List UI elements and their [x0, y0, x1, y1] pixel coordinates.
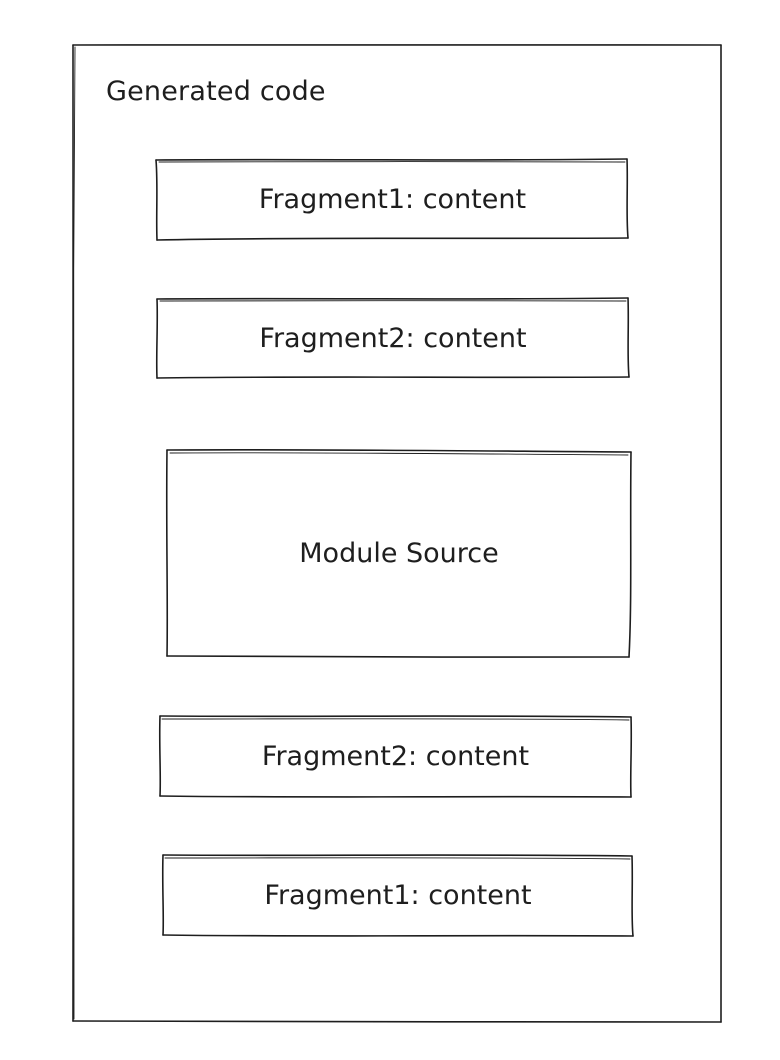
diagram-title: Generated code [106, 76, 326, 107]
fragment2-top-label: Fragment2: content [259, 323, 527, 354]
fragment2-bottom-label: Fragment2: content [261, 741, 530, 772]
module-source-label: Module Source [299, 538, 499, 569]
fragment1-bottom-label: Fragment1: content [264, 880, 532, 911]
fragment1-top-label: Fragment1: content [258, 184, 527, 215]
